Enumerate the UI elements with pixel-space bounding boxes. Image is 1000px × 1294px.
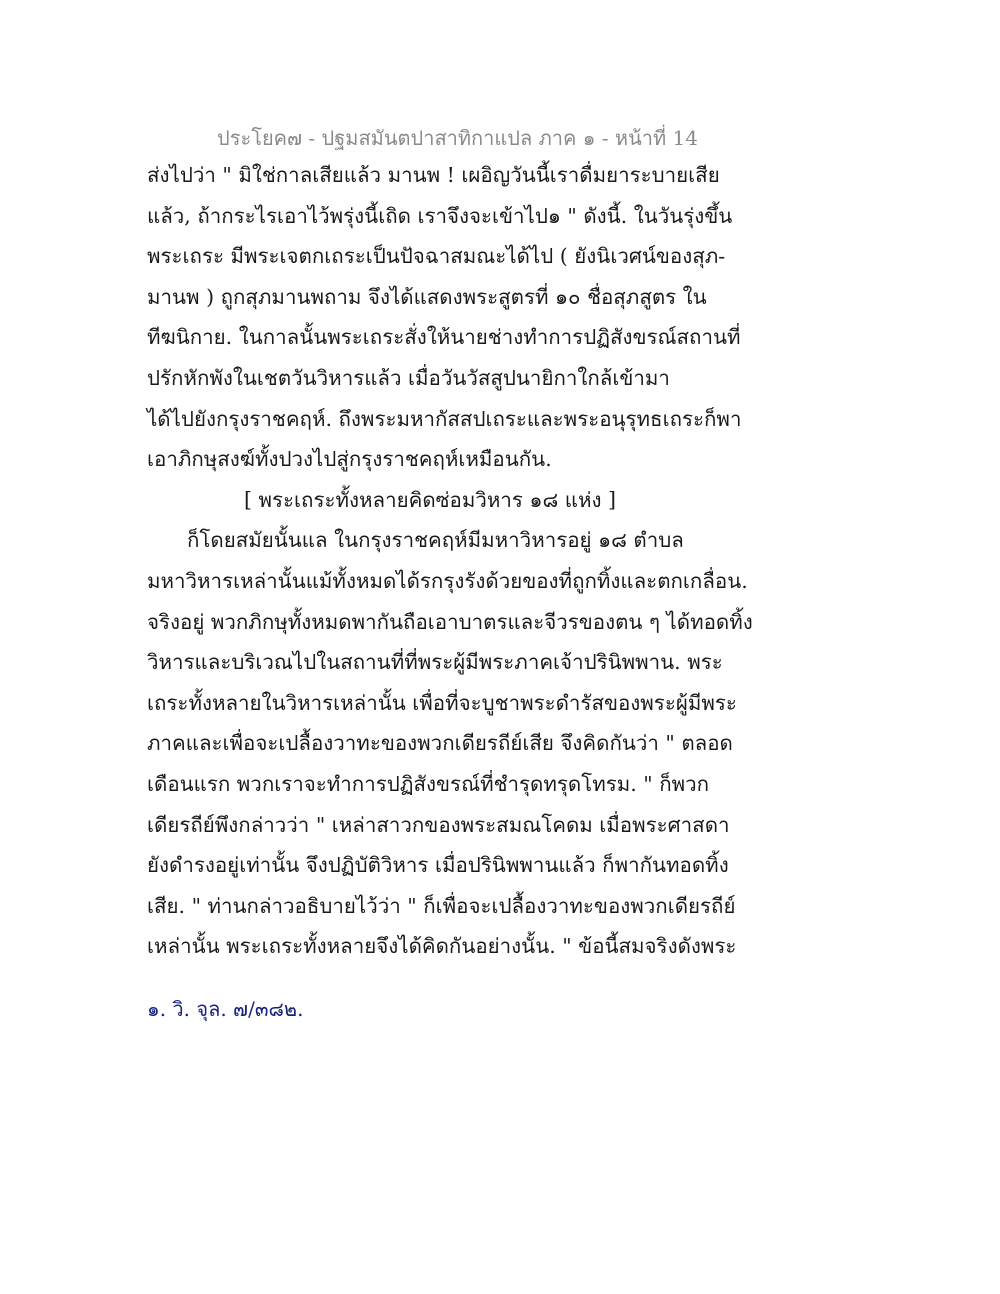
- section-heading: [ พระเถระทั้งหลายคิดซ่อมวิหาร ๑๘ แห่ง ]: [244, 487, 617, 512]
- text-line: ภาคและเพื่อจะเปลื้องวาทะของพวกเดียรถีย์เสีย จึงคิดกันว่า " ตลอด: [147, 731, 733, 756]
- text-line: ทีฆนิกาย. ในกาลนั้นพระเถระสั่งให้นายช่างทำการปฏิสังขรณ์สถานที่: [147, 325, 741, 350]
- paragraph-first-line: ก็โดยสมัยนั้นแล ในกรุงราชคฤห์มีมหาวิหารอยู่ ๑๘ ตำบล: [187, 528, 684, 553]
- text-line: วิหารและบริเวณไปในสถานที่ที่พระผู้มีพระภาคเจ้าปรินิพพาน. พระ: [147, 650, 723, 675]
- text-line: เดียรถีย์พึงกล่าวว่า " เหล่าสาวกของพระสมณโคดม เมื่อพระศาสดา: [147, 812, 730, 837]
- text-line: จริงอยู่ พวกภิกษุทั้งหมดพากันถือเอาบาตรและจีวรของตน ๆ ได้ทอดทิ้ง: [147, 609, 753, 634]
- text-line: ยังดำรงอยู่เท่านั้น จึงปฏิบัติวิหาร เมื่อปรินิพพานแล้ว ก็พากันทอดทิ้ง: [147, 853, 729, 878]
- page-header: ประโยค๗ - ปฐมสมันตปาสาทิกาแปล ภาค ๑ - หน้าที่ 14: [217, 126, 698, 150]
- text-line: เหล่านั้น พระเถระทั้งหลายจึงได้คิดกันอย่างนั้น. " ข้อนี้สมจริงดังพระ: [147, 934, 737, 959]
- text-line: เสีย. " ท่านกล่าวอธิบายไว้ว่า " ก็เพื่อจะเปลื้องวาทะของพวกเดียรถีย์: [147, 893, 736, 918]
- body-text: [147, 160, 753, 972]
- text-line: เดือนแรก พวกเราจะทำการปฏิสังขรณ์ที่ชำรุดทรุดโทรม. " ก็พวก: [147, 771, 710, 796]
- text-line: ส่งไปว่า " มิใช่กาลเสียแล้ว มานพ ! เผอิญวันนี้เราดื่มยาระบายเสีย: [147, 163, 720, 187]
- text-line: มหาวิหารเหล่านั้นแม้ทั้งหมดได้รกรุงรังด้วยของที่ถูกทิ้งและตกเกลื่อน.: [147, 568, 748, 593]
- text-line: เถระทั้งหลายในวิหารเหล่านั้น เพื่อที่จะบูชาพระดำรัสของพระผู้มีพระ: [147, 690, 737, 715]
- text-line: เอาภิกษุสงฆ์ทั้งปวงไปสู่กรุงราชคฤห์เหมือนกัน.: [147, 447, 552, 472]
- text-line: แล้ว, ถ้ากระไรเอาไว้พรุ่งนี้เถิด เราจึงจะเข้าไป๑ " ดังนี้. ในวันรุ่งขึ้น: [147, 203, 733, 228]
- text-line: ได้ไปยังกรุงราชคฤห์. ถึงพระมหากัสสปเถระและพระอนุรุทธเถระก็พา: [147, 406, 742, 431]
- text-line: มานพ ) ถูกสุภมานพถาม จึงได้แสดงพระสูตรที่ ๑๐ ชื่อสุภสูตร ใน: [147, 284, 707, 309]
- footnote: ๑. วิ. จุล. ๗/๓๘๒.: [147, 997, 304, 1021]
- text-line: พระเถระ มีพระเจตกเถระเป็นปัจฉาสมณะได้ไป ( ยังนิเวศน์ของสุภ-: [147, 244, 726, 269]
- text-line: ปรักหักพังในเชตวันวิหารแล้ว เมื่อวันวัสสูปนายิกาใกล้เข้ามา: [147, 365, 670, 390]
